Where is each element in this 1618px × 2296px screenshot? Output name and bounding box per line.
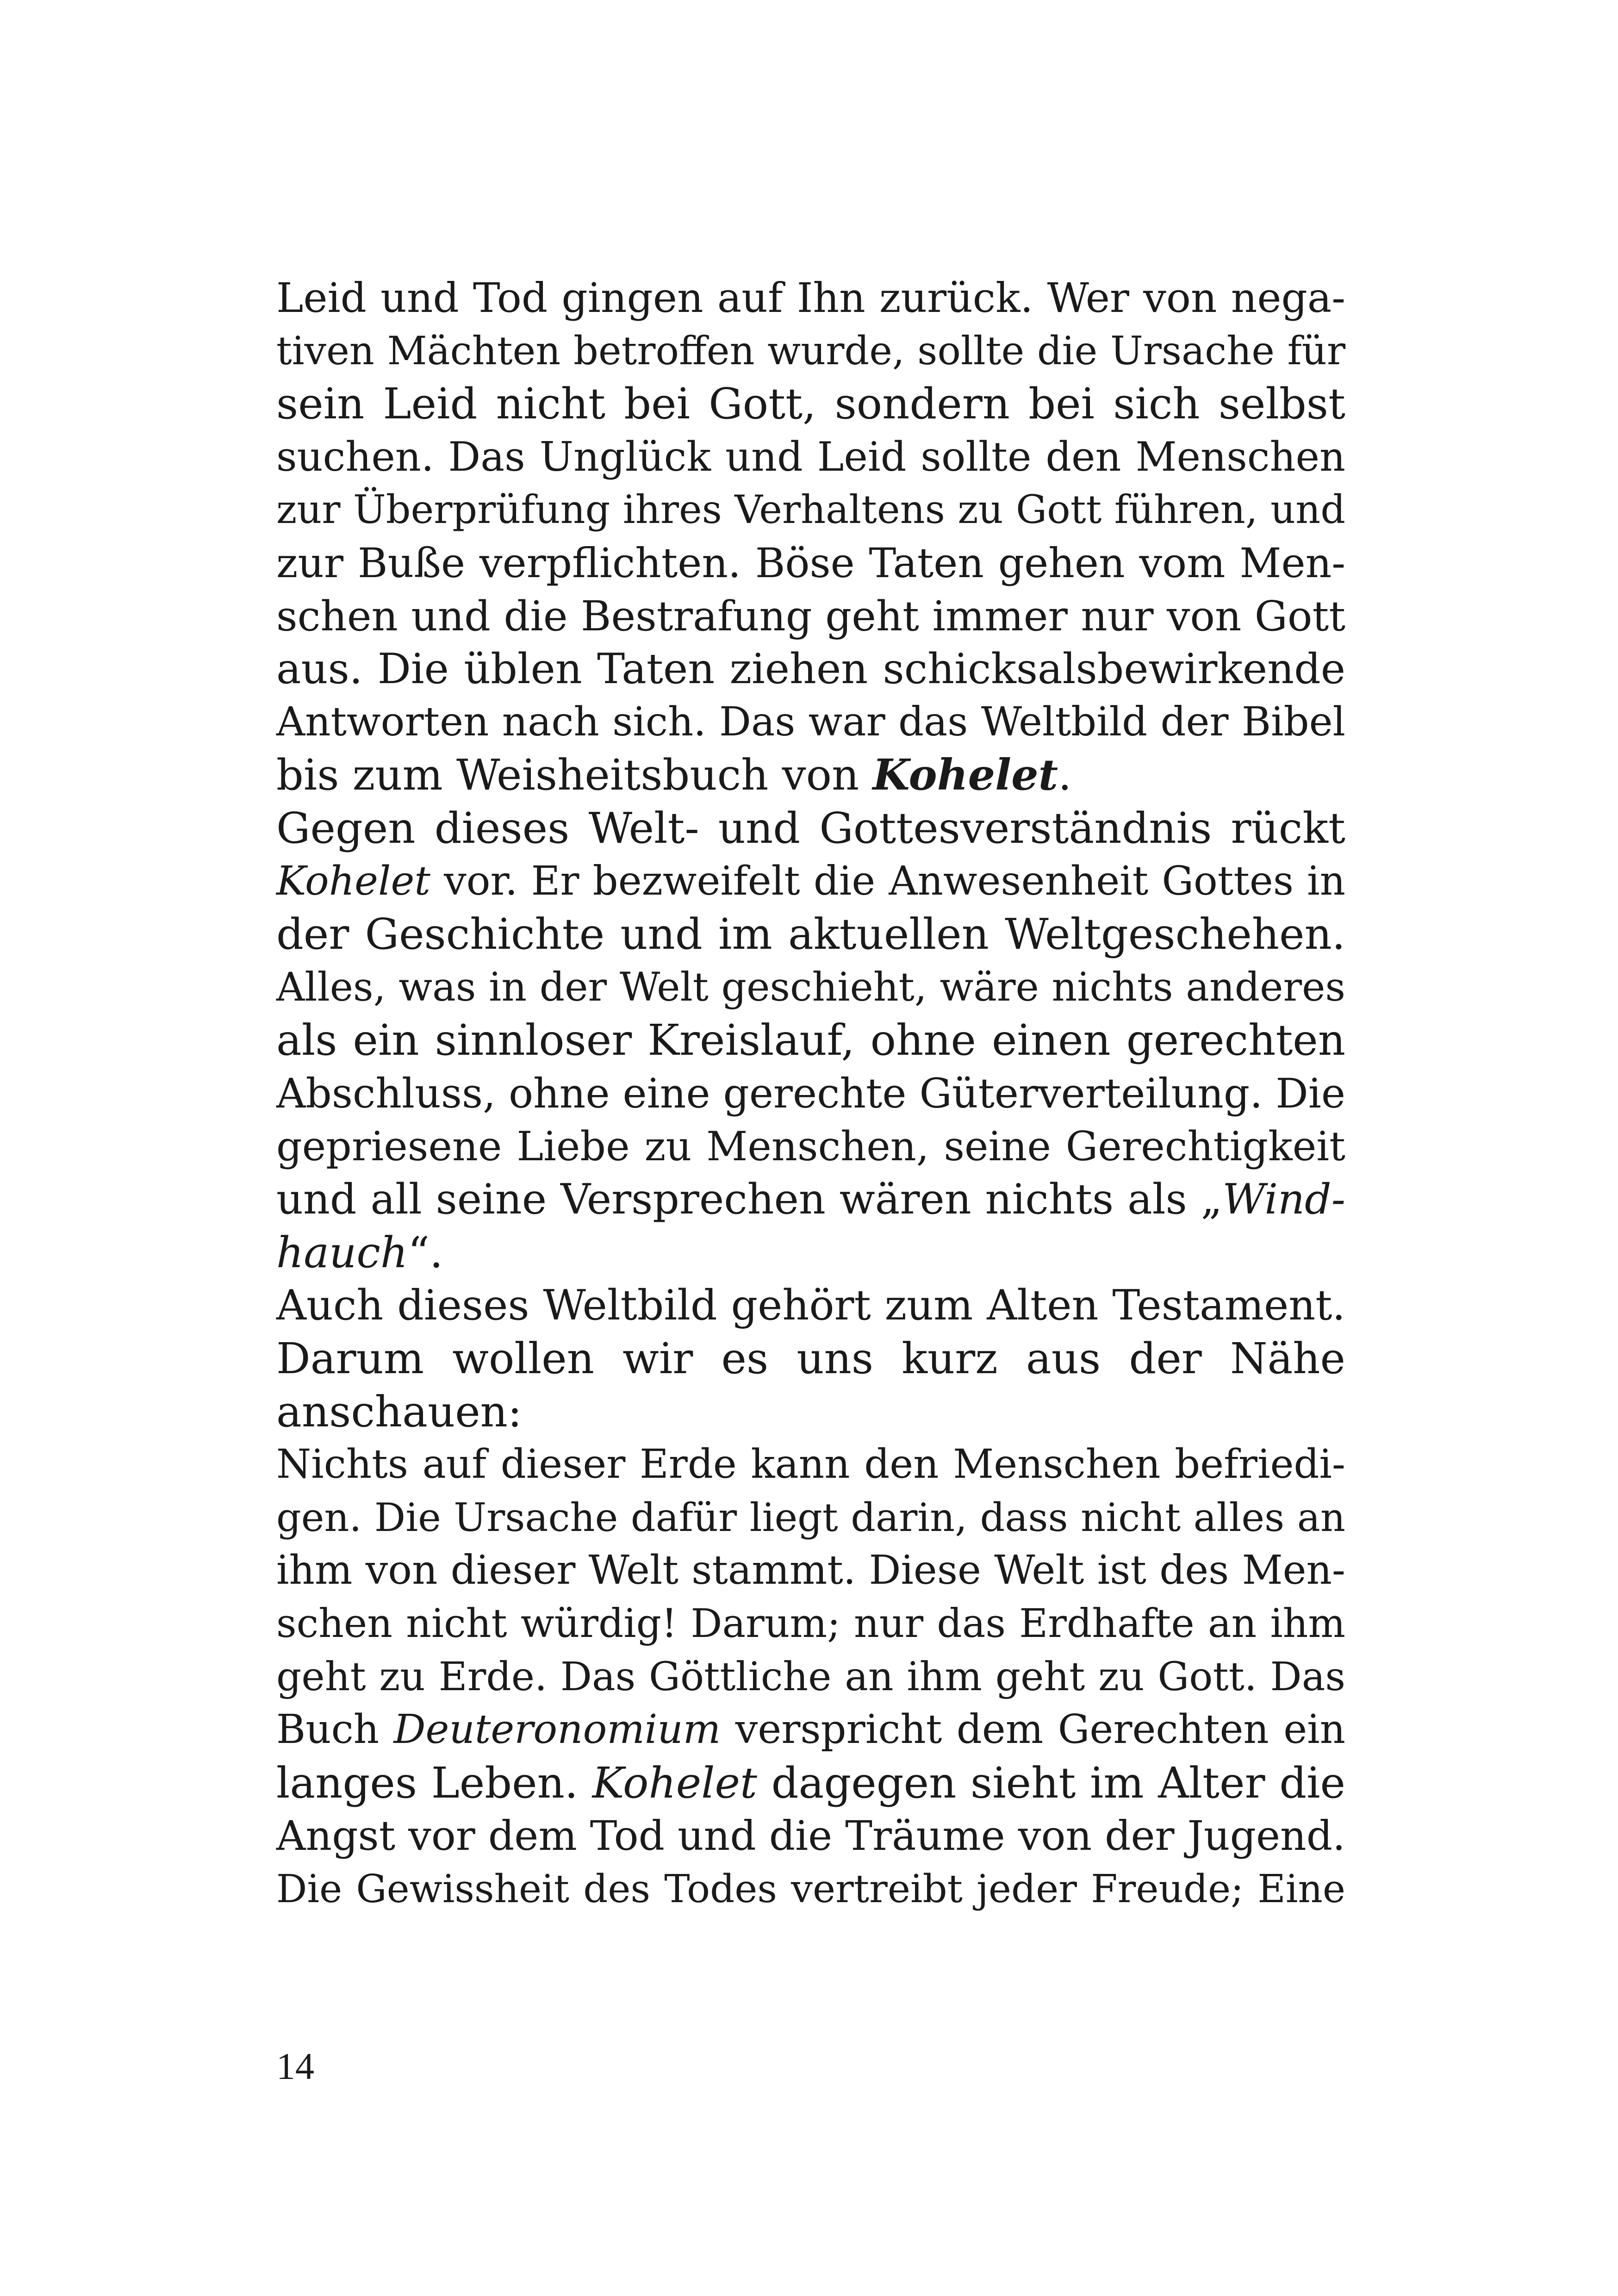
text-segment: bis zum Weisheitsbuch von (276, 750, 873, 800)
text-segment: Die Gewissheit des Todes vertreibt jeder Freude; Eine (276, 1867, 1345, 1911)
text-segment: . (1058, 750, 1072, 800)
text-segment: “. (408, 1227, 443, 1277)
text-segment: Antworten nach sich. Das war das Weltbild der Bibel (276, 698, 1345, 745)
text-segment: Wind- (1222, 1175, 1345, 1224)
text-segment: Buch (276, 1706, 394, 1753)
text-line (276, 1172, 1345, 1226)
text-segment: gepriesene Liebe zu Menschen, seine Gerechtigkeit (276, 1122, 1345, 1170)
page-number: 14 (276, 2045, 314, 2087)
text-segment: Gegen dieses Welt- und Gottesverständnis rückt (276, 803, 1345, 853)
text-segment: Auch dieses Weltbild gehört zum Alten Testament. (276, 1281, 1345, 1330)
text-line (276, 536, 1345, 590)
text-line (276, 1120, 1345, 1174)
text-segment: schen nicht würdig! Darum; nur das Erdhafte an ihm (276, 1601, 1345, 1647)
text-line (276, 1809, 1345, 1863)
text-line (276, 1278, 1345, 1332)
text-segment: zur Überprüfung ihres Verhaltens zu Gott führen, und (276, 487, 1345, 533)
text-segment: als ein sinnloser Kreislauf, ohne einen gerechten (276, 1015, 1345, 1065)
text-line (276, 1756, 1345, 1810)
text-segment: anschauen: (276, 1387, 522, 1437)
text-line (276, 430, 1345, 484)
text-line (276, 1226, 1345, 1280)
text-line (276, 1543, 1345, 1598)
text-line (276, 1650, 1345, 1704)
text-segment: der Geschichte und im aktuellen Weltgeschehen. (276, 909, 1345, 959)
text-line (276, 695, 1345, 749)
text-segment: hauch (276, 1227, 408, 1277)
text-line (276, 1332, 1345, 1386)
text-segment: dagegen sieht im Alter die (757, 1758, 1345, 1808)
text-segment: Leid und Tod gingen auf Ihn zurück. Wer von nega- (276, 274, 1345, 322)
text-line (276, 801, 1345, 855)
text-line (276, 1066, 1345, 1120)
text-segment: Nichts auf dieser Erde kann den Menschen befriedi- (276, 1441, 1345, 1488)
text-line (276, 642, 1345, 696)
text-segment: vor. Er bezweifelt die Anwesenheit Gottes in (430, 858, 1345, 904)
text-segment: Angst vor dem Tod und die Träume von der Jugend. (276, 1812, 1345, 1860)
text-line (276, 324, 1345, 378)
text-line (276, 1013, 1345, 1067)
text-segment: und all seine Versprechen wären nichts als „ (276, 1175, 1223, 1224)
text-segment: langes Leben. (276, 1758, 592, 1808)
text-line (276, 1597, 1345, 1651)
text-segment: Kohelet (592, 1758, 757, 1808)
text-line (276, 1437, 1345, 1492)
text-segment: aus. Die üblen Taten ziehen schicksalsbewirkende (276, 645, 1345, 694)
text-segment: Abschluss, ohne eine gerechte Güterverteilung. Die (276, 1070, 1345, 1117)
text-line (276, 1862, 1345, 1916)
text-segment: Darum wollen wir es uns kurz aus der Nähe (276, 1334, 1345, 1383)
text-line (276, 854, 1345, 908)
text-line (276, 748, 1345, 802)
text-segment: verspricht dem Gerechten ein (721, 1706, 1345, 1753)
text-segment: gen. Die Ursache dafür liegt darin, dass nicht alles an (276, 1494, 1345, 1540)
text-segment: Kohelet (872, 750, 1058, 800)
text-line (276, 1385, 1345, 1439)
text-line (276, 960, 1345, 1014)
text-segment: tiven Mächten betroffen wurde, sollte die Ursache für (276, 328, 1345, 373)
text-line (276, 1491, 1345, 1545)
text-segment: Deuteronomium (393, 1706, 721, 1753)
text-segment: Kohelet (276, 858, 430, 904)
text-segment: suchen. Das Unglück und Leid sollte den Menschen (276, 433, 1345, 480)
text-segment: ihm von dieser Welt stammt. Diese Welt ist des Men- (276, 1547, 1345, 1594)
text-line (276, 377, 1345, 431)
text-line (276, 483, 1345, 537)
text-line (276, 271, 1345, 325)
text-segment: Alles, was in der Welt geschieht, wäre nichts anderes (276, 964, 1345, 1010)
text-segment: zur Buße verpflichten. Böse Taten gehen vom Men- (276, 539, 1345, 587)
text-segment: geht zu Erde. Das Göttliche an ihm geht zu Gott. Das (276, 1654, 1345, 1700)
text-segment: schen und die Bestrafung geht immer nur von Gott (276, 591, 1345, 640)
text-line (276, 907, 1345, 961)
text-line (276, 589, 1345, 643)
text-line (276, 1703, 1345, 1757)
text-segment: sein Leid nicht bei Gott, sondern bei sich selbst (276, 379, 1345, 429)
